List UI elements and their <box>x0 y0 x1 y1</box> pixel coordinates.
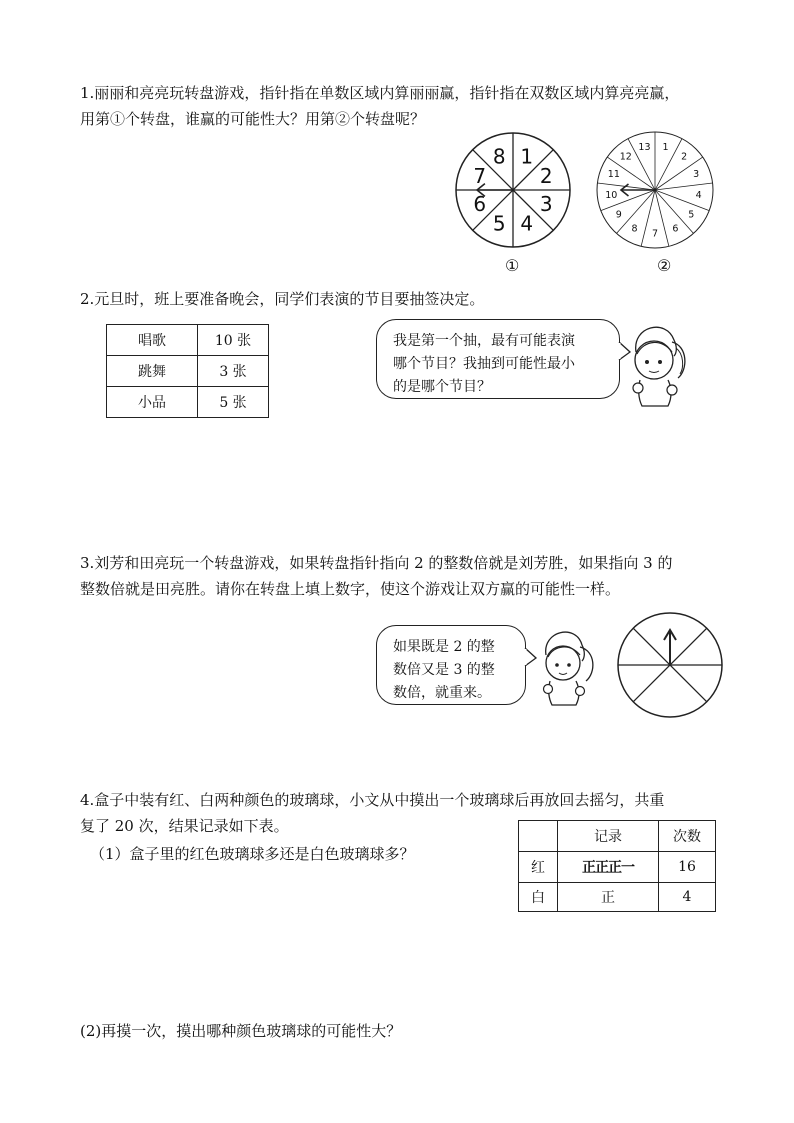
sector-number: 2 <box>681 151 688 163</box>
speech-bubble-q3 <box>376 625 526 705</box>
q1-text-line2: 用第①个转盘，谁赢的可能性大？用第②个转盘呢？ <box>80 110 426 128</box>
speech-bubble-q2 <box>376 319 620 399</box>
sector-number: 5 <box>492 211 506 236</box>
q3-text-line2: 整数倍就是田亮胜。请你在转盘上填上数字，使这个游戏让双方赢的可能性一样。 <box>80 580 621 598</box>
q4-text-line1: 4.盒子中装有红、白两种颜色的玻璃球，小文从中摸出一个玻璃球后再放回去摇匀，共重 <box>80 791 665 809</box>
girl-illustration-icon <box>540 625 600 709</box>
table-header-cell: 次数 <box>659 821 716 852</box>
table-header-cell <box>519 821 558 852</box>
ball-record-table <box>518 820 716 912</box>
wheel2-label: ② <box>657 256 672 275</box>
bubble-line: 我是第一个抽，最有可能表演 <box>393 333 575 349</box>
q2-text: 2.元旦时，班上要准备晚会，同学们表演的节目要抽签决定。 <box>80 290 485 308</box>
sector-number: 8 <box>631 223 638 235</box>
bubble-line: 的是哪个节目？ <box>393 379 491 395</box>
sector-number: 10 <box>605 189 618 201</box>
program-name: 唱歌 <box>107 325 198 356</box>
spinner-wheel-2 <box>595 135 720 260</box>
tally-record: 正正正一 <box>558 852 659 883</box>
bubble-line: 如果既是 2 的整 <box>393 639 495 655</box>
ball-color: 红 <box>519 852 558 883</box>
sector-number: 5 <box>688 209 695 221</box>
program-name: 跳舞 <box>107 356 198 387</box>
sector-number: 11 <box>607 168 620 180</box>
sector-number: 6 <box>672 223 679 235</box>
sector-number: 3 <box>539 191 553 216</box>
sector-number: 2 <box>539 164 553 189</box>
blank-spinner-wheel <box>617 612 727 722</box>
ticket-count: 3 张 <box>198 356 269 387</box>
q3-text-line1: 3.刘芳和田亮玩一个转盘游戏，如果转盘指针指向 2 的整数倍就是刘芳胜，如果指向 3 的 <box>80 554 673 572</box>
sector-number: 1 <box>662 141 669 153</box>
sector-number: 12 <box>619 151 632 163</box>
ball-color: 白 <box>519 883 558 912</box>
draw-count: 4 <box>659 883 716 912</box>
ticket-count: 10 张 <box>198 325 269 356</box>
sector-number: 4 <box>695 189 702 201</box>
girl-illustration-icon <box>628 318 692 410</box>
sector-number: 7 <box>651 228 659 240</box>
wheel1-label: ① <box>505 256 520 275</box>
q4-text-line2: 复了 20 次，结果记录如下表。 <box>80 817 289 835</box>
sector-number: 4 <box>520 211 534 236</box>
bubble-tail-q3 <box>518 646 538 670</box>
tally-record: 正 <box>558 883 659 912</box>
program-name: 小品 <box>107 387 198 418</box>
q4-subquestion-1: （1）盒子里的红色玻璃球多还是白色玻璃球多？ <box>90 845 415 863</box>
draw-count: 16 <box>659 852 716 883</box>
q4-subquestion-2: (2)再摸一次，摸出哪种颜色玻璃球的可能性大？ <box>80 1022 402 1040</box>
bubble-line: 哪个节目？我抽到可能性最小 <box>393 356 575 372</box>
sector-number: 1 <box>520 144 534 169</box>
sector-number: 3 <box>693 168 700 180</box>
program-table <box>106 324 269 418</box>
q1-text-line1: 1.丽丽和亮亮玩转盘游戏，指针指在单数区域内算丽丽赢，指针指在双数区域内算亮亮赢， <box>80 84 680 102</box>
sector-number: 7 <box>473 164 487 189</box>
ticket-count: 5 张 <box>198 387 269 418</box>
sector-number: 13 <box>638 141 651 153</box>
table-header-cell: 记录 <box>558 821 659 852</box>
sector-number: 6 <box>473 191 487 216</box>
bubble-line: 数倍又是 3 的整 <box>393 662 495 678</box>
sector-number: 9 <box>615 209 622 221</box>
bubble-line: 数倍，就重来。 <box>393 685 491 701</box>
spinner-wheel-1 <box>450 135 580 260</box>
sector-number: 8 <box>492 144 506 169</box>
